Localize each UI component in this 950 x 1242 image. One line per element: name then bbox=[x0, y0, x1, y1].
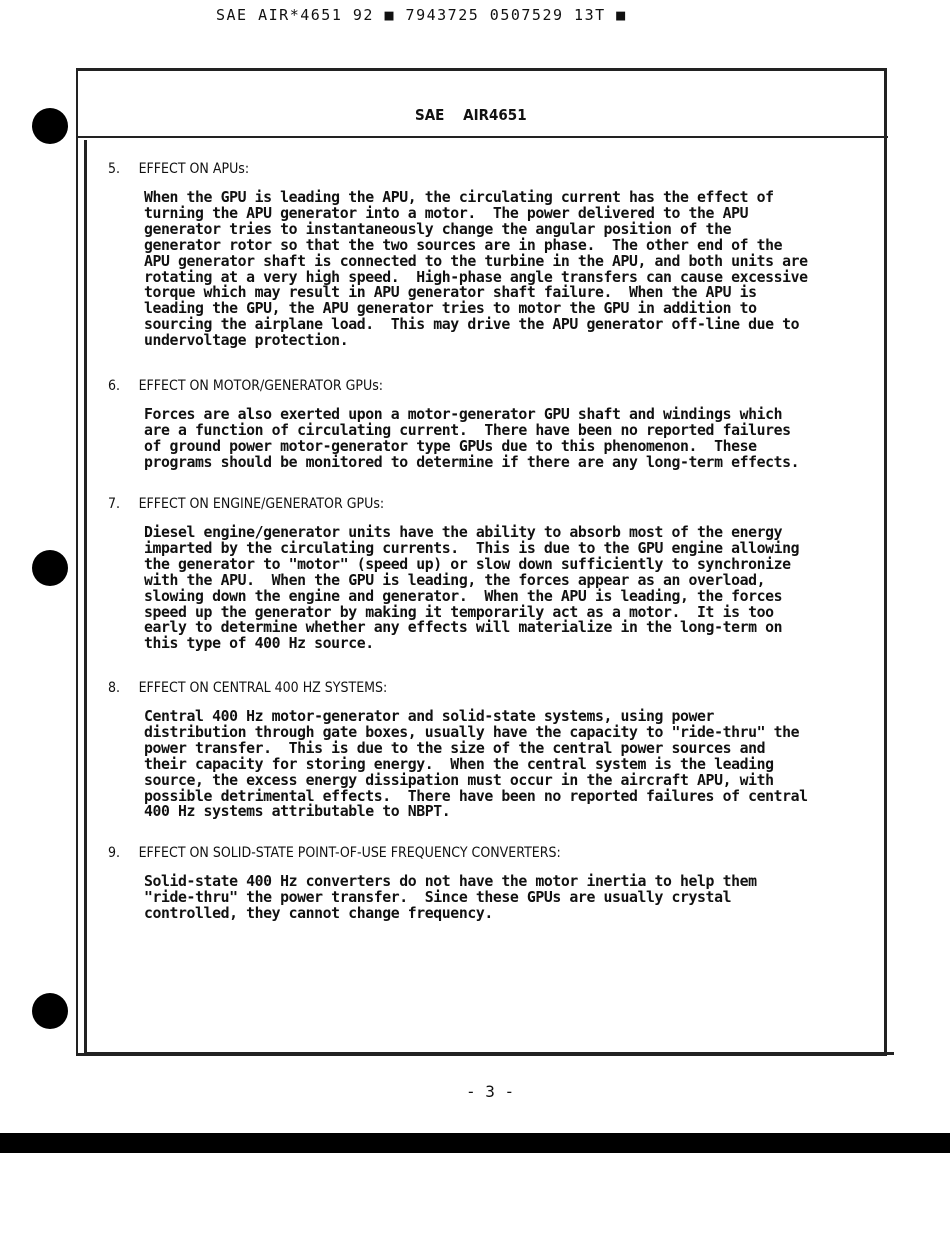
section-number: 8. bbox=[108, 680, 121, 696]
punch-hole-bottom bbox=[32, 993, 68, 1029]
punch-hole-top bbox=[32, 108, 68, 144]
section-6 bbox=[108, 378, 868, 471]
section-number: 9. bbox=[108, 845, 121, 861]
section-9 bbox=[108, 845, 868, 922]
section-title: EFFECT ON CENTRAL 400 HZ SYSTEMS: bbox=[138, 680, 388, 696]
section-body: Central 400 Hz motor-generator and solid-state systems, using power distribution through gate boxes, usually have the capacity to "ride-thru" the power transfer. This is due to the size of the central power sources and their capacity for storing energy. When the central system is the leading source, the excess energy dissipation must occur in the aircraft APU, with possible detrimental effects. There have been no reported failures of central 400 Hz systems attributable to NBPT. bbox=[144, 708, 808, 821]
section-title: EFFECT ON SOLID-STATE POINT-OF-USE FREQUENCY CONVERTERS: bbox=[138, 845, 561, 861]
section-body: Diesel engine/generator units have the ability to absorb most of the energy imparted by the circulating currents. This is due to the GPU engine allowing the generator to "motor" (speed up) or slow down sufficiently to synchronize with the APU. When the GPU is leading, the forces appear as an overload, slowing down the engine and generator. When the APU is leading, the forces speed up the generator by making it temporarily act as a motor. It is too early to determine whether any effects will materialize in the long-term on this type of 400 Hz source. bbox=[144, 524, 800, 653]
section-number: 7. bbox=[108, 496, 121, 512]
header-divider bbox=[76, 136, 888, 138]
header-doc-number: AIR4651 bbox=[463, 106, 527, 124]
section-number: 5. bbox=[108, 161, 121, 177]
section-body: When the GPU is leading the APU, the circulating current has the effect of turning the APU generator into a motor. The power delivered to the APU generator tries to instantaneously change the angular position of the generator rotor so that the two sources are in phase. The other end of the APU generator shaft is connected to the turbine in the APU, and both units are rotating at a very high speed. High-phase angle transfers can cause excessive torque which may result in APU generator shaft failure. When the APU is leading the GPU, the APU generator tries to motor the GPU in addition to sourcing the airplane load. This may drive the APU generator off-line due to undervoltage protection. bbox=[144, 189, 808, 350]
section-title: EFFECT ON MOTOR/GENERATOR GPUs: bbox=[138, 378, 384, 394]
scan-edge-bar bbox=[0, 1133, 950, 1153]
header-sae: SAE bbox=[415, 106, 445, 124]
frame-bottom-rule bbox=[84, 1052, 894, 1055]
section-5 bbox=[108, 161, 868, 349]
page-number: - 3 - bbox=[466, 1082, 515, 1101]
section-7 bbox=[108, 496, 868, 652]
document-id-code: SAE AIR*4651 92 ■ 7943725 0507529 13T ■ bbox=[216, 6, 627, 24]
section-number: 6. bbox=[108, 378, 121, 394]
frame-inner-rule bbox=[84, 140, 87, 1055]
punch-hole-middle bbox=[32, 550, 68, 586]
section-body: Forces are also exerted upon a motor-generator GPU shaft and windings which are a function of circulating current. There have been no reported failures of ground power motor-generator type GPUs due to this phenomenon. These programs should be monitored to determine if there are any long-term effects. bbox=[144, 406, 800, 471]
section-title: EFFECT ON ENGINE/GENERATOR GPUs: bbox=[138, 496, 385, 512]
page-header bbox=[415, 106, 527, 124]
section-body: Solid-state 400 Hz converters do not have the motor inertia to help them "ride-thru" the power transfer. Since these GPUs are usually crystal controlled, they cannot change frequency. bbox=[144, 873, 757, 922]
section-8 bbox=[108, 680, 868, 820]
section-title: EFFECT ON APUs: bbox=[138, 161, 250, 177]
